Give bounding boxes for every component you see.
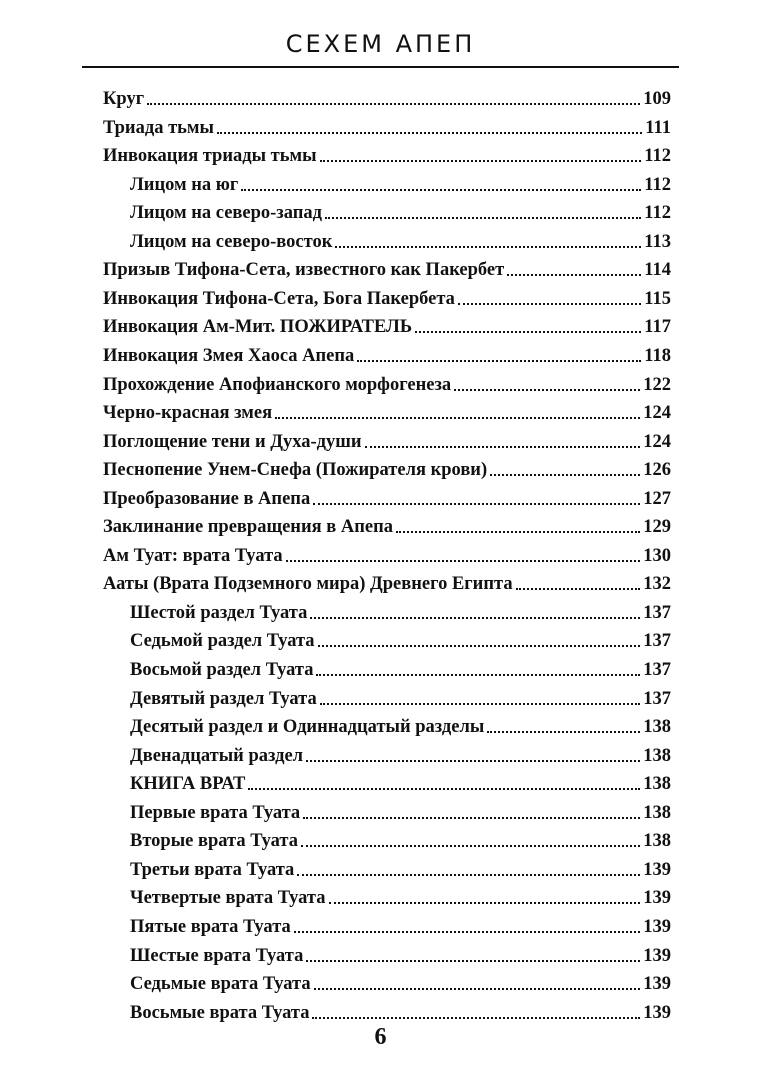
toc-entry-title: Призыв Тифона-Сета, известного как Пакербет <box>103 260 505 281</box>
toc-entry-page: 113 <box>644 231 671 252</box>
toc-entry <box>103 337 671 367</box>
toc-entry-page: 139 <box>643 945 671 966</box>
dot-leader <box>320 703 641 705</box>
dot-leader <box>325 217 641 219</box>
toc-entry <box>130 822 671 852</box>
dot-leader <box>314 988 641 990</box>
dot-leader <box>248 788 640 790</box>
toc-entry-page: 122 <box>643 374 671 395</box>
dot-leader <box>490 474 640 476</box>
toc-entry <box>103 280 671 310</box>
toc-entry-title: Поглощение тени и Духа-души <box>103 431 362 452</box>
dot-leader <box>286 560 641 562</box>
toc-entry <box>103 480 671 510</box>
toc-entry-page: 127 <box>643 488 671 509</box>
toc-entry <box>130 194 671 224</box>
toc-entry-page: 139 <box>643 888 671 909</box>
toc-entry-title: Инвокация Тифона-Сета, Бога Пакербета <box>103 288 455 309</box>
toc-entry-title: Первые врата Туата <box>130 802 301 823</box>
toc-entry <box>103 137 671 167</box>
toc-entry-page: 137 <box>643 602 671 623</box>
toc-entry-page: 130 <box>643 545 671 566</box>
toc-entry-page: 132 <box>643 574 671 595</box>
toc-entry <box>103 451 671 481</box>
toc-entry-page: 112 <box>644 146 671 167</box>
toc-entry-title: Девятый раздел Туата <box>130 688 317 709</box>
dot-leader <box>306 760 640 762</box>
toc-entry-title: Четвертые врата Туата <box>130 888 326 909</box>
toc-entry-page: 109 <box>643 89 671 109</box>
toc-entry-page: 124 <box>643 403 671 424</box>
toc-entry <box>130 622 671 652</box>
toc-entry-title: Восьмые врата Туата <box>130 1002 310 1023</box>
toc-entry-title: Черно-красная змея <box>103 403 273 424</box>
toc-entry-title: Ам Туат: врата Туата <box>103 545 283 566</box>
toc-entry <box>130 965 671 995</box>
toc-entry <box>130 937 671 967</box>
dot-leader <box>297 874 640 876</box>
toc-entry-page: 138 <box>643 802 671 823</box>
toc-entry <box>130 594 671 624</box>
dot-leader <box>507 274 641 276</box>
toc-entry-title: Прохождение Апофианского морфогенеза <box>103 374 452 395</box>
toc-entry-page: 139 <box>643 916 671 937</box>
toc-entry-title: Лицом на северо-восток <box>130 231 333 252</box>
toc-entry-page: 118 <box>644 345 671 366</box>
dot-leader <box>310 617 640 619</box>
toc-entry-page: 138 <box>643 745 671 766</box>
toc-entry-title: Песнопение Унем-Снефа (Пожирателя крови) <box>103 460 488 481</box>
toc-entry-page: 112 <box>644 174 671 195</box>
page-number: 6 <box>374 1024 387 1050</box>
toc-entry-title: Шестые врата Туата <box>130 945 304 966</box>
toc-entry-page: 138 <box>643 774 671 795</box>
dot-leader <box>303 817 640 819</box>
dot-leader <box>313 503 640 505</box>
toc-entry <box>103 366 671 396</box>
toc-entry-title: Лицом на северо-запад <box>130 203 323 224</box>
toc-entry-page: 137 <box>643 631 671 652</box>
toc-entry-page: 114 <box>644 260 671 281</box>
toc-entry-page: 111 <box>645 117 671 138</box>
dot-leader <box>415 331 641 333</box>
toc-entry <box>103 423 671 453</box>
toc-entry <box>130 651 671 681</box>
toc-entry-title: Инвокация Ам-Мит. ПОЖИРАТЕЛЬ <box>103 317 413 338</box>
toc-entry-page: 117 <box>644 317 671 338</box>
toc-entry-page: 124 <box>643 431 671 452</box>
toc-entry-title: Шестой раздел Туата <box>130 602 308 623</box>
toc-entry <box>130 166 671 196</box>
dot-leader <box>294 931 640 933</box>
toc-entry-title: Десятый раздел и Одиннадцатый разделы <box>130 717 485 738</box>
toc-entry <box>130 708 671 738</box>
dot-leader <box>365 446 641 448</box>
dot-leader <box>396 531 640 533</box>
toc-entry <box>103 508 671 538</box>
dot-leader <box>357 360 641 362</box>
toc-entry <box>103 109 671 139</box>
dot-leader <box>320 160 642 162</box>
toc-entry-title: Заклинание превращения в Апепа <box>103 517 394 538</box>
toc-entry-title: Седьмой раздел Туата <box>130 631 315 652</box>
dot-leader <box>147 103 640 105</box>
toc-entry-page: 138 <box>643 717 671 738</box>
toc-entry-title: Вторые врата Туата <box>130 831 298 852</box>
toc-entry <box>103 308 671 338</box>
dot-leader <box>487 731 640 733</box>
dot-leader <box>301 845 640 847</box>
toc-entry-title: Пятые врата Туата <box>130 916 291 937</box>
toc-entry-title: Ааты (Врата Подземного мира) Древнего Египта <box>103 574 513 595</box>
dot-leader <box>335 246 641 248</box>
toc-entry <box>130 879 671 909</box>
dot-leader <box>516 588 641 590</box>
toc-entry-title: Лицом на юг <box>130 174 239 195</box>
toc-entry-page: 126 <box>643 460 671 481</box>
dot-leader <box>318 645 641 647</box>
dot-leader <box>329 902 641 904</box>
toc-entry <box>130 765 671 795</box>
dot-leader <box>316 674 640 676</box>
toc-entry-title: Седьмые врата Туата <box>130 974 311 995</box>
dot-leader <box>306 960 640 962</box>
toc-entry <box>103 565 671 595</box>
dot-leader <box>217 132 642 134</box>
toc-entry <box>130 994 671 1024</box>
toc-entry <box>130 851 671 881</box>
toc-entry <box>130 908 671 938</box>
toc-entry-page: 137 <box>643 660 671 680</box>
toc-entry <box>130 680 671 710</box>
toc-entry-title: Инвокация Змея Хаоса Апепа <box>103 345 355 366</box>
toc-entry-title: Восьмой раздел Туата <box>130 660 314 680</box>
dot-leader <box>241 189 641 191</box>
toc-entry-page: 138 <box>643 831 671 852</box>
dot-leader <box>312 1017 640 1019</box>
toc-entry <box>130 737 671 767</box>
toc-entry-title: Инвокация триады тьмы <box>103 146 317 167</box>
dot-leader <box>458 303 641 305</box>
toc-entry-title: КНИГА ВРАТ <box>130 774 246 795</box>
dot-leader <box>454 389 640 391</box>
toc-entry <box>130 794 671 824</box>
toc-entry-title: Третьи врата Туата <box>130 859 295 880</box>
toc-entry-page: 139 <box>643 974 671 995</box>
toc-entry-title: Круг <box>103 89 145 109</box>
toc-entry <box>103 394 671 424</box>
toc-entry-title: Двенадцатый раздел <box>130 745 304 766</box>
dot-leader <box>275 417 640 419</box>
toc-entry <box>103 251 671 281</box>
toc-entry-page: 112 <box>644 203 671 224</box>
toc-entry-page: 129 <box>643 517 671 538</box>
running-header: СЕХЕМ АПЕП <box>285 30 476 58</box>
toc-entry <box>103 80 671 110</box>
toc-entry-page: 139 <box>643 859 671 880</box>
toc-entry-page: 115 <box>644 288 671 309</box>
toc-entry-title: Преобразование в Апепа <box>103 488 311 509</box>
toc-entry-page: 139 <box>643 1002 671 1023</box>
toc-entry <box>103 537 671 567</box>
toc-entry-title: Триада тьмы <box>103 117 214 138</box>
toc-entry-page: 137 <box>643 688 671 709</box>
toc-entry <box>130 223 671 253</box>
